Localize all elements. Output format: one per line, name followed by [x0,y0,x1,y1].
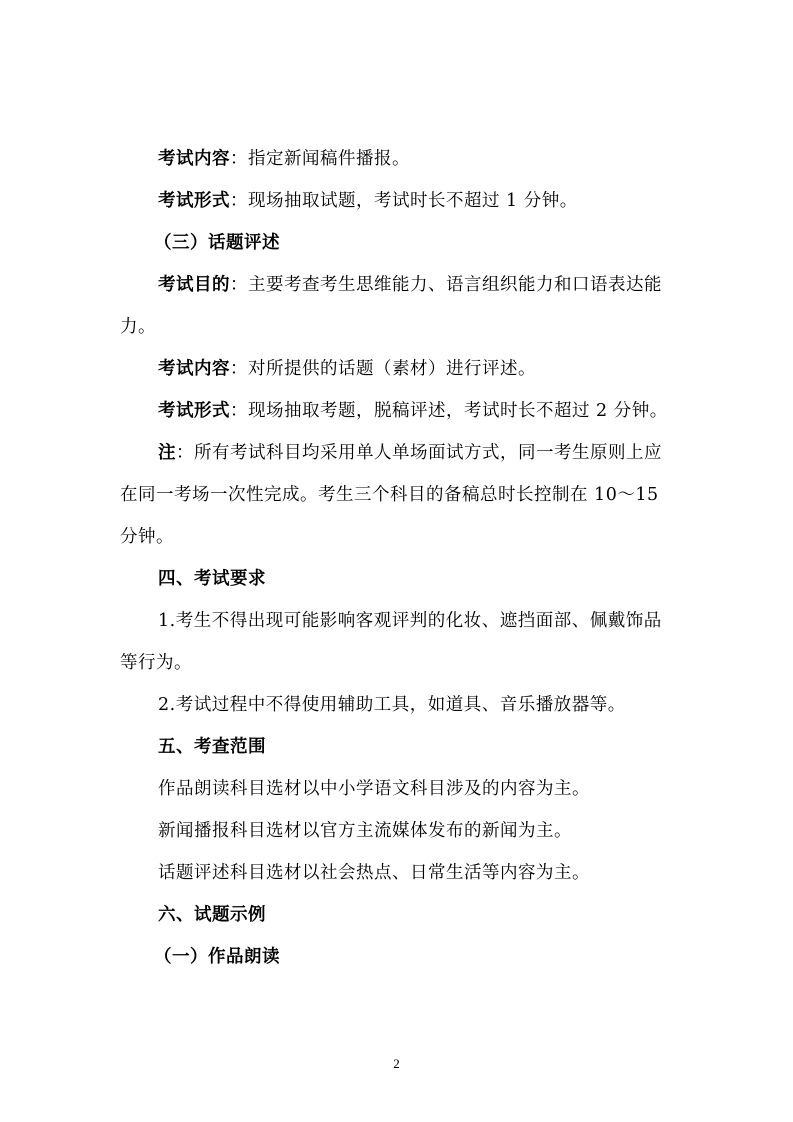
requirement-1: 1.考生不得出现可能影响客观评判的化妆、遮挡面部、佩戴饰品 [158,611,662,631]
scope-topic: 话题评述科目选材以社会热点、日常生活等内容为主。 [158,863,590,883]
exam-content-line: 考试内容：指定新闻稿件播报。 [158,149,410,169]
exam-format-line-2: 考试形式：现场抽取考题，脱稿评述，考试时长不超过 2 分钟。 [158,401,668,421]
note-continuation-1: 在同一考场一次性完成。考生三个科目的备稿总时长控制在 10～15 [120,485,659,505]
requirement-2: 2.考试过程中不得使用辅助工具，如道具、音乐播放器等。 [158,695,626,715]
scope-reading: 作品朗读科目选材以中小学语文科目涉及的内容为主。 [158,779,590,799]
exam-purpose-line: 考试目的：主要考查考生思维能力、语言组织能力和口语表达能 [158,275,662,295]
requirement-1-continuation: 等行为。 [120,653,192,673]
section-heading-exam-requirements: 四、考试要求 [158,569,266,589]
section-heading-sample-questions: 六、试题示例 [158,905,266,925]
section-heading-exam-scope: 五、考查范围 [158,737,266,757]
section-heading-work-reading: （一）作品朗读 [154,947,280,967]
note-continuation-2: 分钟。 [120,527,174,547]
section-heading-topic-commentary: （三）话题评述 [154,233,280,253]
scope-news: 新闻播报科目选材以官方主流媒体发布的新闻为主。 [158,821,572,841]
exam-format-line: 考试形式：现场抽取试题，考试时长不超过 1 分钟。 [158,191,578,211]
note-line: 注：所有考试科目均采用单人单场面试方式，同一考生原则上应 [158,443,662,463]
page-number: 2 [393,1056,400,1071]
exam-purpose-continuation: 力。 [120,317,156,337]
exam-content-line-2: 考试内容：对所提供的话题（素材）进行评述。 [158,359,536,379]
